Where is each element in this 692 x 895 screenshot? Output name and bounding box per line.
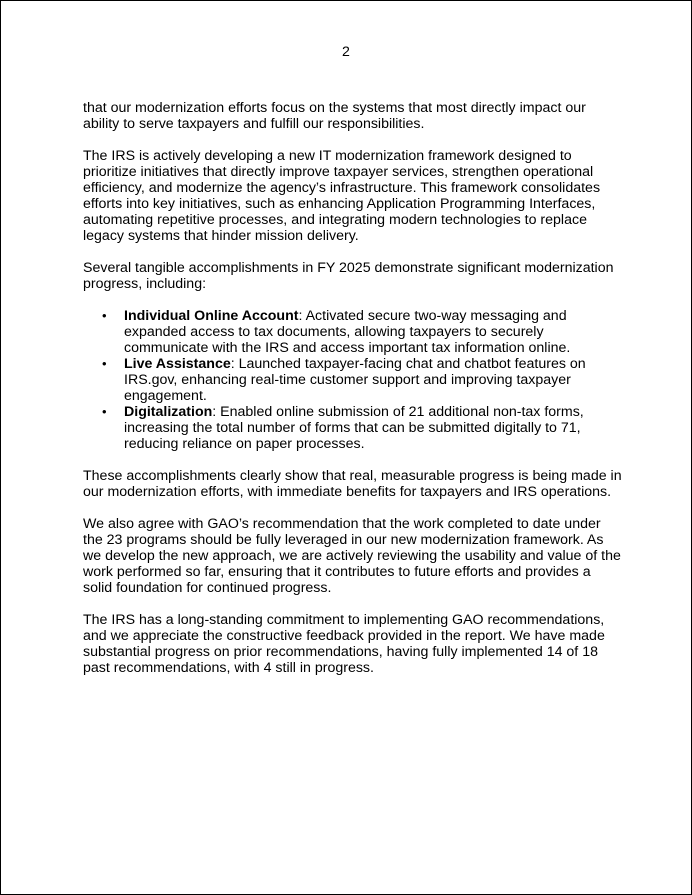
accomplishment-term: Live Assistance (124, 356, 231, 372)
accomplishment-term: Individual Online Account (124, 308, 299, 324)
paragraph-continuation: that our modernization efforts focus on the systems that most directly impact our ability to serve taxpayers and fulfill our responsibilities. (83, 100, 586, 132)
list-item (83, 356, 623, 404)
accomplishment-term: Digitalization (124, 404, 213, 420)
letter-body (83, 100, 623, 692)
list-item (83, 308, 623, 356)
paragraph-commitment: The IRS has a long-standing commitment to implementing GAO recommendations, and we appreciate the constructive feedback provided in the report. We have made substantial progress on prior recommendations, having fully implemented 14 of 18 past recommendations, with 4 still in progress. (83, 612, 605, 676)
paragraph-progress: These accomplishments clearly show that real, measurable progress is being made in our modernization efforts, with immediate benefits for taxpayers and IRS operations. (83, 468, 622, 500)
bullet-icon: • (102, 404, 107, 419)
paragraph-accomplishments-intro: Several tangible accomplishments in FY 2025 demonstrate significant modernization progress, including: (83, 260, 614, 292)
paragraph-gao-agreement: We also agree with GAO’s recommendation that the work completed to date under the 23 programs should be fully leveraged in our new modernization framework. As we develop the new approach, we are actively reviewing the usability and value of the work performed so far, ensuring that it contributes to future efforts and provides a solid foundation for continued progress. (83, 516, 621, 596)
paragraph-framework: The IRS is actively developing a new IT modernization framework designed to prioritize initiatives that directly improve taxpayer services, strengthen operational efficiency, and modernize the agency’s infrastructure. This framework consolidates efforts into key initiatives, such as enhancing Application Programming Interfaces, automating repetitive processes, and integrating modern technologies to replace legacy systems that hinder mission delivery. (83, 148, 601, 244)
list-item (83, 404, 623, 452)
accomplishment-description: : Enabled online submission of 21 additional non-tax forms, increasing the total number of forms that can be submitted digitally to 71, reducing reliance on paper processes. (124, 404, 584, 452)
bullet-icon: • (102, 356, 107, 371)
accomplishment-description: : Activated secure two-way messaging and expanded access to tax documents, allowing taxpayers to securely communicate with the IRS and access important tax information online. (124, 308, 571, 356)
accomplishments-list (83, 308, 623, 452)
accomplishment-description: : Launched taxpayer-facing chat and chatbot features on IRS.gov, enhancing real-time customer support and improving taxpayer engagement. (124, 356, 586, 404)
bullet-icon: • (102, 308, 107, 323)
page-number: 2 (342, 44, 350, 60)
